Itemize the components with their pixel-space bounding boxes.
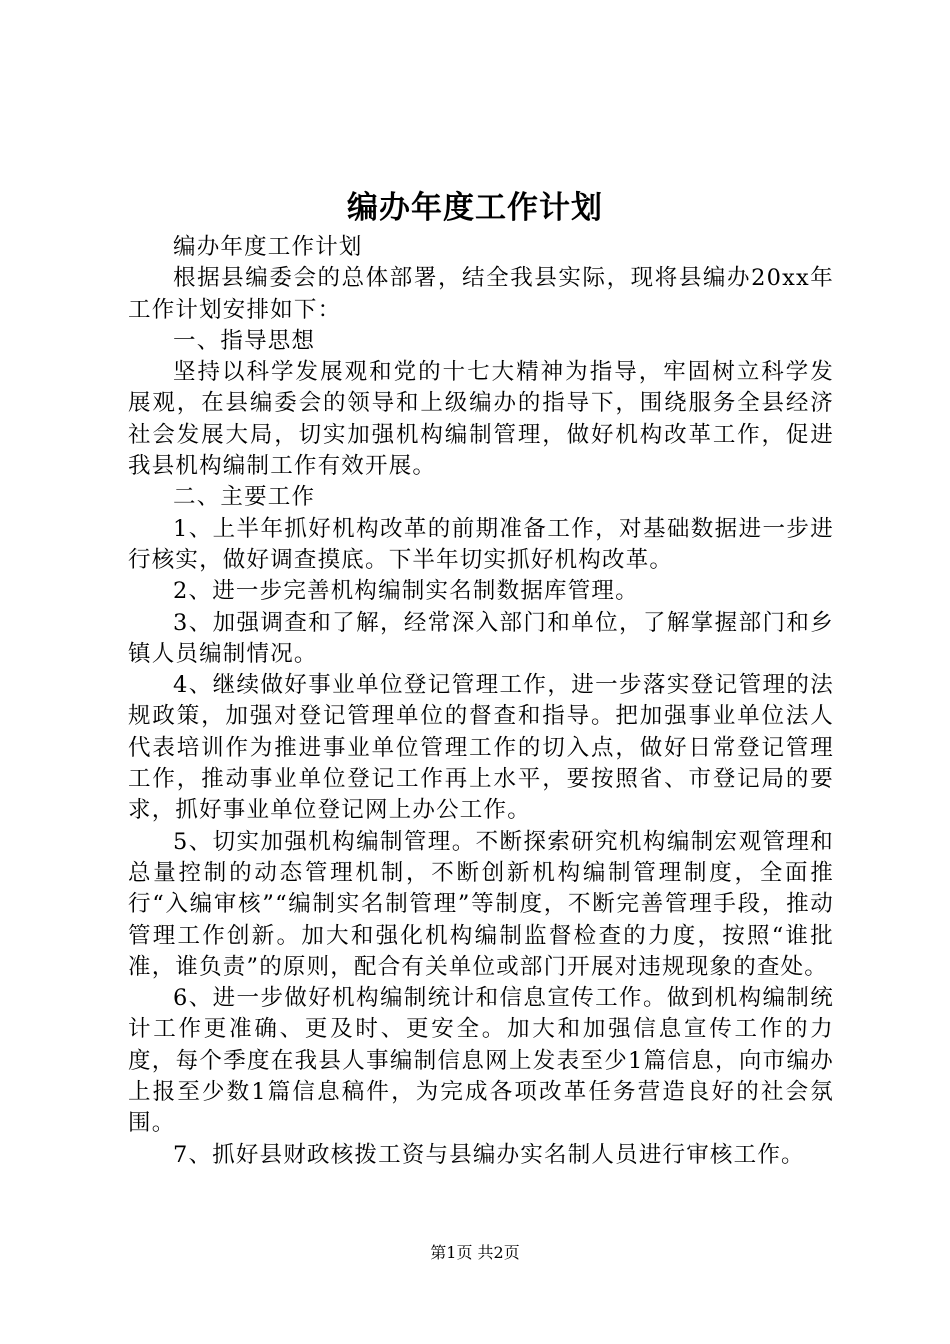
work-item-7: 7、抓好县财政核拨工资与县编办实名制人员进行审核工作。: [173, 1141, 805, 1168]
page-footer: 第1页 共2页: [430, 1243, 520, 1262]
document-title: 编办年度工作计划: [347, 190, 603, 226]
work-item-6: 6、进一步做好机构编制统计和信息宣传工作。做到机构编制统计工作更准确、更及时、更安全。加大和加强信息宣传工作的力度，每个季度在我县人事编制信息网上发表至少1篇信息，向市编办上报至少数1篇信息稿件，为完成各项改革任务营造良好的社会氛围。: [128, 985, 834, 1137]
section-heading-guiding-ideology: 一、指导思想: [173, 327, 316, 354]
work-item-1: 1、上半年抓好机构改革的前期准备工作，对基础数据进一步进行核实，做好调查摸底。下半年切实抓好机构改革。: [128, 515, 834, 573]
paragraph-guiding-ideology: 坚持以科学发展观和党的十七大精神为指导，牢固树立科学发展观，在县编委会的领导和上级编办的指导下，围绕服务全县经济社会发展大局，切实加强机构编制管理，做好机构改革工作，促进我县机构编制工作有效开展。: [128, 359, 834, 480]
section-heading-main-work: 二、主要工作: [173, 484, 316, 511]
work-item-4: 4、继续做好事业单位登记管理工作，进一步落实登记管理的法规政策，加强对登记管理单位的督查和指导。把加强事业单位法人代表培训作为推进事业单位管理工作的切入点，做好日常登记管理工作，推动事业单位登记工作再上水平，要按照省、市登记局的要求，抓好事业单位登记网上办公工作。: [128, 672, 834, 824]
document-body: [128, 232, 834, 1171]
work-item-3: 3、加强调查和了解，经常深入部门和单位，了解掌握部门和乡镇人员编制情况。: [128, 609, 834, 667]
work-item-5: 5、切实加强机构编制管理。不断探索研究机构编制宏观管理和总量控制的动态管理机制，不断创新机构编制管理制度，全面推行“入编审核”“编制实名制管理”等制度，不断完善管理手段，推动管理工作创新。加大和强化机构编制监督检查的力度，按照“谁批准，谁负责”的原则，配合有关单位或部门开展对违规现象的查处。: [128, 828, 834, 980]
paragraph-heading: 编办年度工作计划: [173, 234, 363, 260]
paragraph-intro: 根据县编委会的总体部署，结全我县实际，现将县编办20xx年工作计划安排如下：: [128, 265, 834, 323]
work-item-2: 2、进一步完善机构编制实名制数据库管理。: [173, 578, 639, 605]
